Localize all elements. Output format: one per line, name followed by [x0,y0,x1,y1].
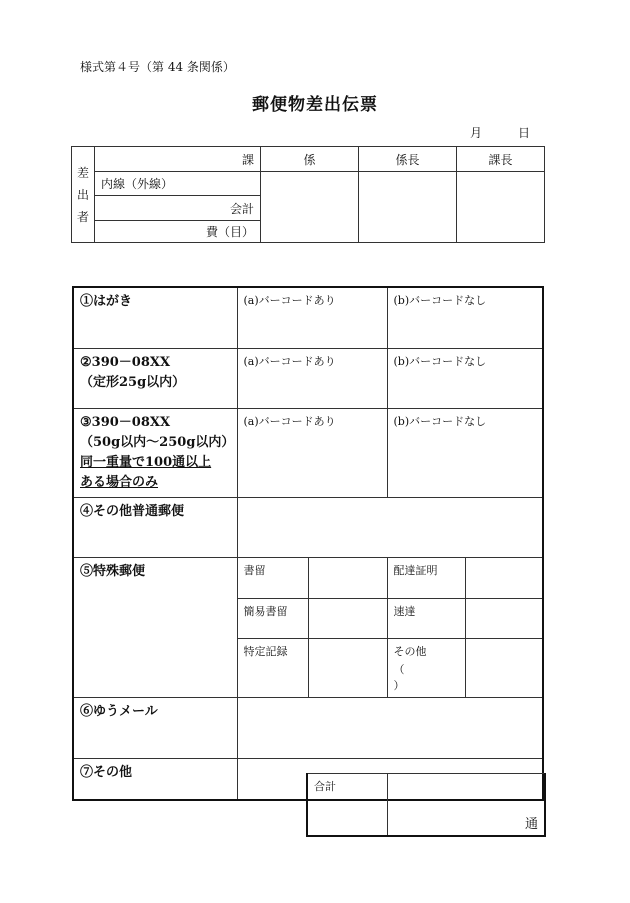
other-ordinary-label: ④その他普通郵便 [73,497,237,557]
total-table [306,773,546,837]
sender-label-char-1: 差 [76,165,89,180]
extension-label: 内線（外線） [101,177,174,191]
postcard-label: ①はがき [73,287,237,348]
expense-field[interactable] [95,221,261,243]
accounting-field[interactable] [95,196,261,221]
section-label: 課 [241,152,254,167]
yu-mail-field[interactable] [237,697,543,758]
nonstandard-mail-weight: （50g以内～250g以内） [80,434,235,450]
specified-record-label: 特定記録 [237,638,308,697]
standard-barcode-no[interactable]: (b)バーコードなし [387,348,543,408]
nonstandard-note-1: 同一重量で100通以上 [80,454,212,470]
express-field[interactable] [465,598,543,638]
total-field[interactable] [387,774,545,836]
nonstandard-barcode-no[interactable]: (b)バーコードなし [387,408,543,497]
special-other-paren[interactable] [394,661,459,693]
nonstandard-mail-code: ③390－08XX [80,414,171,430]
stamp-box-manager[interactable] [457,172,545,243]
specified-record-field[interactable] [308,638,387,697]
special-other-text: その他 [393,644,427,658]
section-field[interactable] [95,147,261,172]
other-label: ⑦その他 [73,758,237,800]
simple-registered-label: 簡易書留 [237,598,308,638]
month-label: 月 [470,126,483,140]
yu-mail-label: ⑥ゆうメール [73,697,237,758]
postcard-barcode-no[interactable]: (b)バーコードなし [387,287,543,348]
postcard-barcode-yes[interactable]: (a)バーコードあり [237,287,387,348]
nonstandard-note-2: ある場合のみ [80,474,159,490]
special-other-paren-close: ） [393,678,405,692]
expense-label: 費（目） [205,225,254,239]
stamp-header-chief: 係長 [359,147,457,172]
special-other-field[interactable] [465,638,543,697]
accounting-label: 会計 [229,201,254,216]
nonstandard-mail-label [73,408,237,497]
registered-label: 書留 [237,557,308,598]
sender-table [71,146,545,243]
stamp-box-staff[interactable] [261,172,359,243]
delivery-cert-field[interactable] [465,557,543,598]
nonstandard-barcode-yes[interactable]: (a)バーコードあり [237,408,387,497]
stamp-header-manager: 課長 [457,147,545,172]
simple-registered-field[interactable] [308,598,387,638]
standard-mail-label [73,348,237,408]
special-other-paren-open: （ [393,662,405,676]
total-label: 合計 [307,774,387,836]
stamp-box-chief[interactable] [359,172,457,243]
form-number: 様式第４号（第 44 条関係） [80,60,235,74]
sender-label-char-3: 者 [76,209,89,224]
day-label: 日 [518,126,531,140]
special-mail-label: ⑤特殊郵便 [73,557,237,697]
sender-label [72,147,95,243]
extension-field[interactable] [95,172,261,196]
standard-mail-code: ②390－08XX [80,354,171,370]
express-label: 速達 [387,598,465,638]
total-unit: 通 [524,816,538,832]
standard-barcode-yes[interactable]: (a)バーコードあり [237,348,387,408]
mail-items-table [72,286,544,801]
other-ordinary-field[interactable] [237,497,543,557]
delivery-cert-label: 配達証明 [387,557,465,598]
sender-label-char-2: 出 [76,187,89,202]
special-other-label [387,638,465,697]
standard-mail-weight: （定形25g以内） [80,374,186,390]
registered-field[interactable] [308,557,387,598]
stamp-header-staff: 係 [261,147,359,172]
document-title: 郵便物差出伝票 [252,95,378,115]
